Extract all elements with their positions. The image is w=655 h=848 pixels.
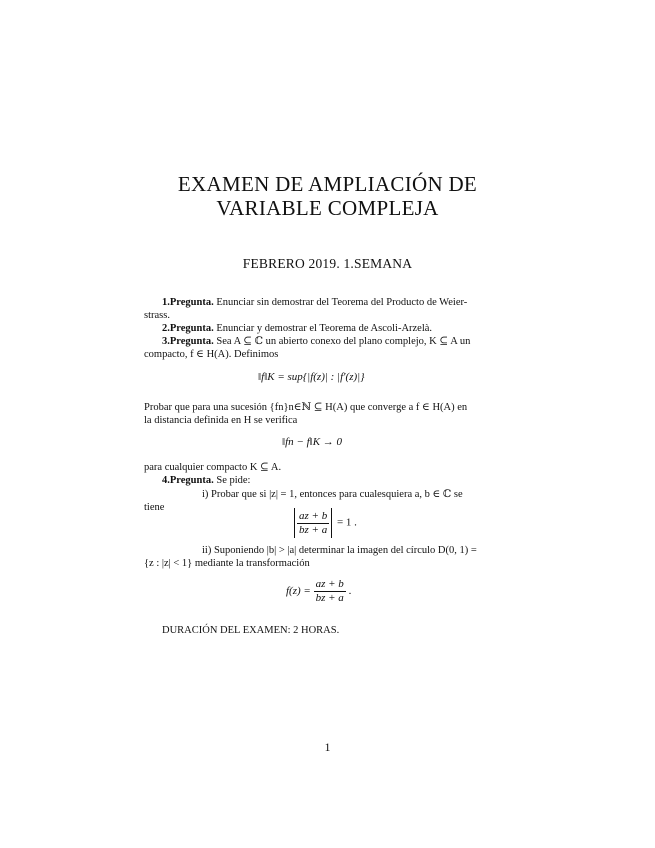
question-4-part-ii: ii) Suponiendo |b| > |a| determinar la imagen del círculo D(0, 1) = [202,545,477,556]
question-2-text: Enunciar y demostrar el Teorema de Ascoli-Arzelà. [216,323,433,334]
fraction-numerator: az + b [299,509,328,522]
fraction-denominator: bz + a [299,523,328,536]
transformation-lhs: f(z) = [286,585,311,598]
abs-bar-right [331,508,332,538]
exam-date: FEBRERO 2019. 1.SEMANA [242,256,413,271]
title-line-1: EXAMEN DE AMPLIACIÓN DE [177,172,478,196]
question-4-label: 4.Pregunta. [162,475,214,486]
question-4 [162,474,250,487]
transformation-fraction [314,578,346,605]
transformation-numerator: az + b [315,578,344,590]
question-4-part-ii-cont: {z : |z| < 1} mediante la transformación [144,558,310,569]
question-3-text-4: la distancia definida en H se verifica [144,415,298,426]
exam-duration: DURACIÓN DEL EXAMEN: 2 HORAS. [162,625,340,636]
abs-bar-left [294,508,295,538]
question-3-text-2: compacto, f ∈ H(A). Definimos [144,349,279,360]
question-4-part-i: i) Probar que si |z| = 1, entonces para cualesquiera a, b ∈ ℂ se [202,489,463,500]
transformation-end: . [348,585,352,598]
question-1-label: 1.Pregunta. [162,297,214,308]
question-4-part-i-cont: tiene [144,502,165,513]
question-4-intro: Se pide: [216,475,251,486]
formula-norm-definition: ‖f‖K = sup{|f(z)| : |f′(z)|} [258,371,365,383]
transformation-denominator: bz + a [315,592,344,604]
formula-modulus-fraction [292,508,357,538]
fraction-equals: = 1 . [336,516,357,529]
question-3-text-3: Probar que para una sucesión {fn}n∈ℕ ⊆ H(A) que converge a f ∈ H(A) en [144,402,468,413]
question-1 [162,296,467,309]
page-number: 1 [324,740,331,754]
formula-transformation [286,578,351,605]
question-2-label: 2.Pregunta. [162,323,214,334]
question-2 [162,322,432,335]
question-3-text-1: Sea A ⊆ ℂ un abierto conexo del plano complejo, K ⊆ A un [216,336,471,347]
question-3-text-5: para cualquier compacto K ⊆ A. [144,462,282,473]
question-3 [162,335,470,348]
question-1-text: Enunciar sin demostrar del Teorema del Producto de Weier- [216,297,468,308]
question-3-label: 3.Pregunta. [162,336,214,347]
formula-convergence: ‖fn − f‖K → 0 [282,436,343,448]
fraction [297,510,329,537]
question-1-text-cont: strass. [144,310,170,321]
title-line-2: VARIABLE COMPLEJA [216,196,439,220]
